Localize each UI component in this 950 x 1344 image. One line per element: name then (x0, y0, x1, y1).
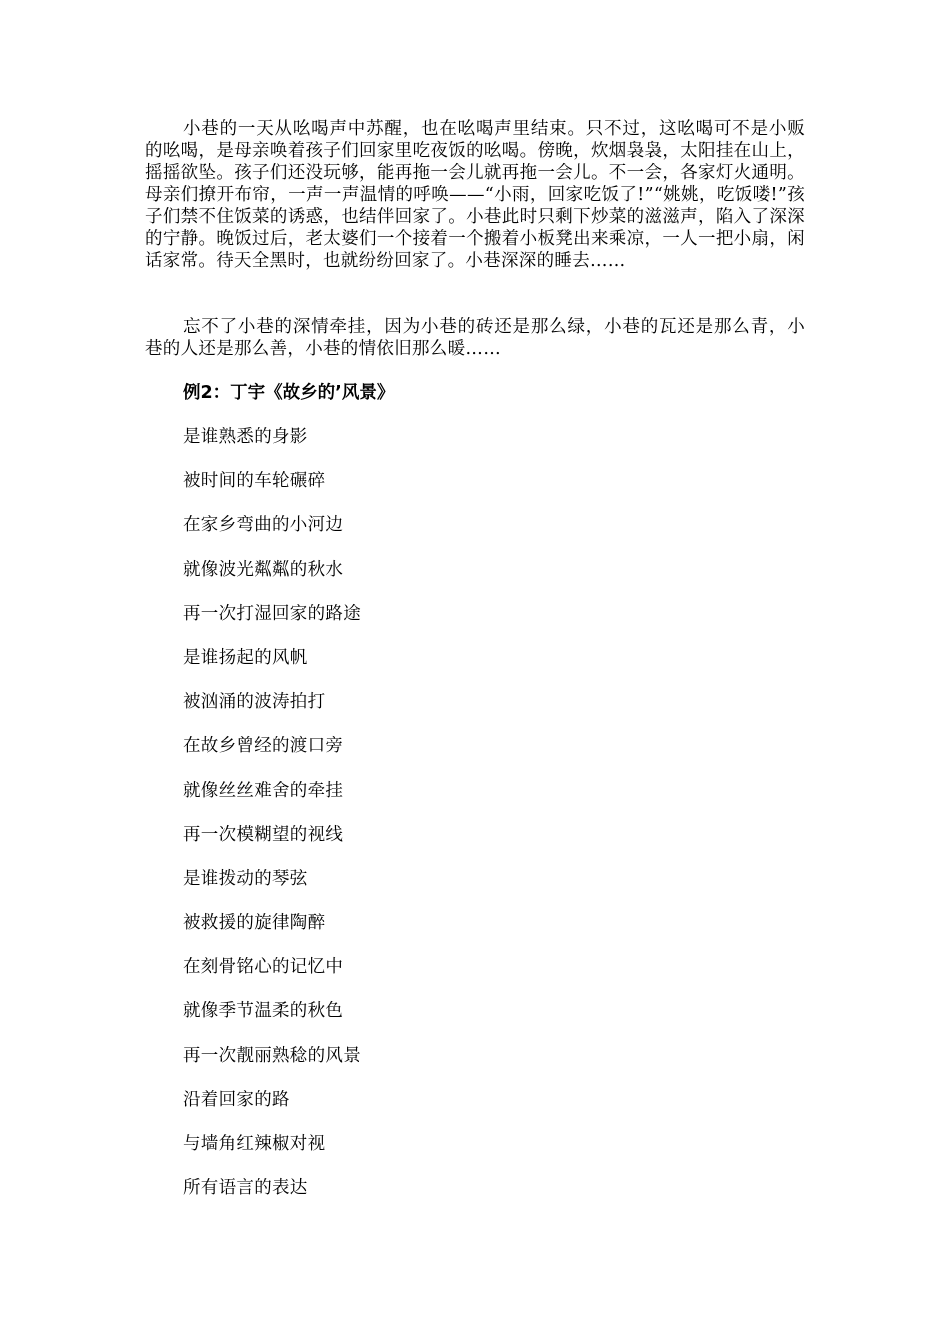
poem-line: 被汹涌的波涛拍打 (183, 692, 326, 713)
poem-line: 所有语言的表达 (183, 1178, 308, 1199)
poem-line: 沿着回家的路 (183, 1089, 290, 1110)
poem-line: 被时间的车轮碾碎 (183, 471, 326, 492)
poem-line: 再一次靓丽熟稔的风景 (183, 1045, 361, 1066)
poem-line: 就像波光粼粼的秋水 (183, 559, 344, 580)
poem-line: 在家乡弯曲的小河边 (183, 515, 344, 536)
poem-line: 是谁熟悉的身影 (183, 427, 308, 447)
poem-line: 是谁扬起的风帆 (183, 647, 308, 668)
example-heading: 例2：丁宇《故乡的’风景》 (183, 383, 395, 403)
essay-paragraph-1: 小巷的一天从吆喝声中苏醒，也在吆喝声里结束。只不过，这吆喝可不是小贩的吆喝，是母亲唤着孩子们回家里吃夜饭的吆喝。傍晚，炊烟袅袅，太阳挂在山上，摇摇欲坠。孩子们还没玩够，能再拖一会儿就再拖一会儿。不一会，各家灯火通明。母亲们撩开布帘，一声一声温情的呼唤——“小雨，回家吃饭了!”“姚姚，吃饭喽!”孩子们禁不住饭菜的诱惑，也结伴回家了。小巷此时只剩下炒菜的滋滋声，陷入了深深的宁静。晚饭过后，老太婆们一个接着一个搬着小板凳出来乘凉，一人一把小扇，闲话家常。待天全黑时，也就纷纷回家了。小巷深深的睡去…… (145, 119, 805, 271)
essay-paragraph-2: 忘不了小巷的深情牵挂，因为小巷的砖还是那么绿，小巷的瓦还是那么青，小巷的人还是那么善，小巷的情依旧那么暖…… (145, 317, 805, 359)
poem-line: 被救援的旋律陶醉 (183, 913, 326, 934)
poem-line: 是谁拨动的琴弦 (183, 868, 308, 889)
poem-line: 在刻骨铭心的记忆中 (183, 957, 344, 978)
poem (183, 426, 361, 1221)
poem-line: 与墙角红辣椒对视 (183, 1134, 326, 1154)
poem-line: 再一次打湿回家的路途 (183, 603, 361, 624)
poem-line: 就像丝丝难舍的牵挂 (183, 780, 344, 801)
poem-line: 就像季节温柔的秋色 (183, 1001, 344, 1022)
poem-line: 在故乡曾经的渡口旁 (183, 736, 344, 757)
poem-line: 再一次模糊望的视线 (183, 824, 344, 845)
